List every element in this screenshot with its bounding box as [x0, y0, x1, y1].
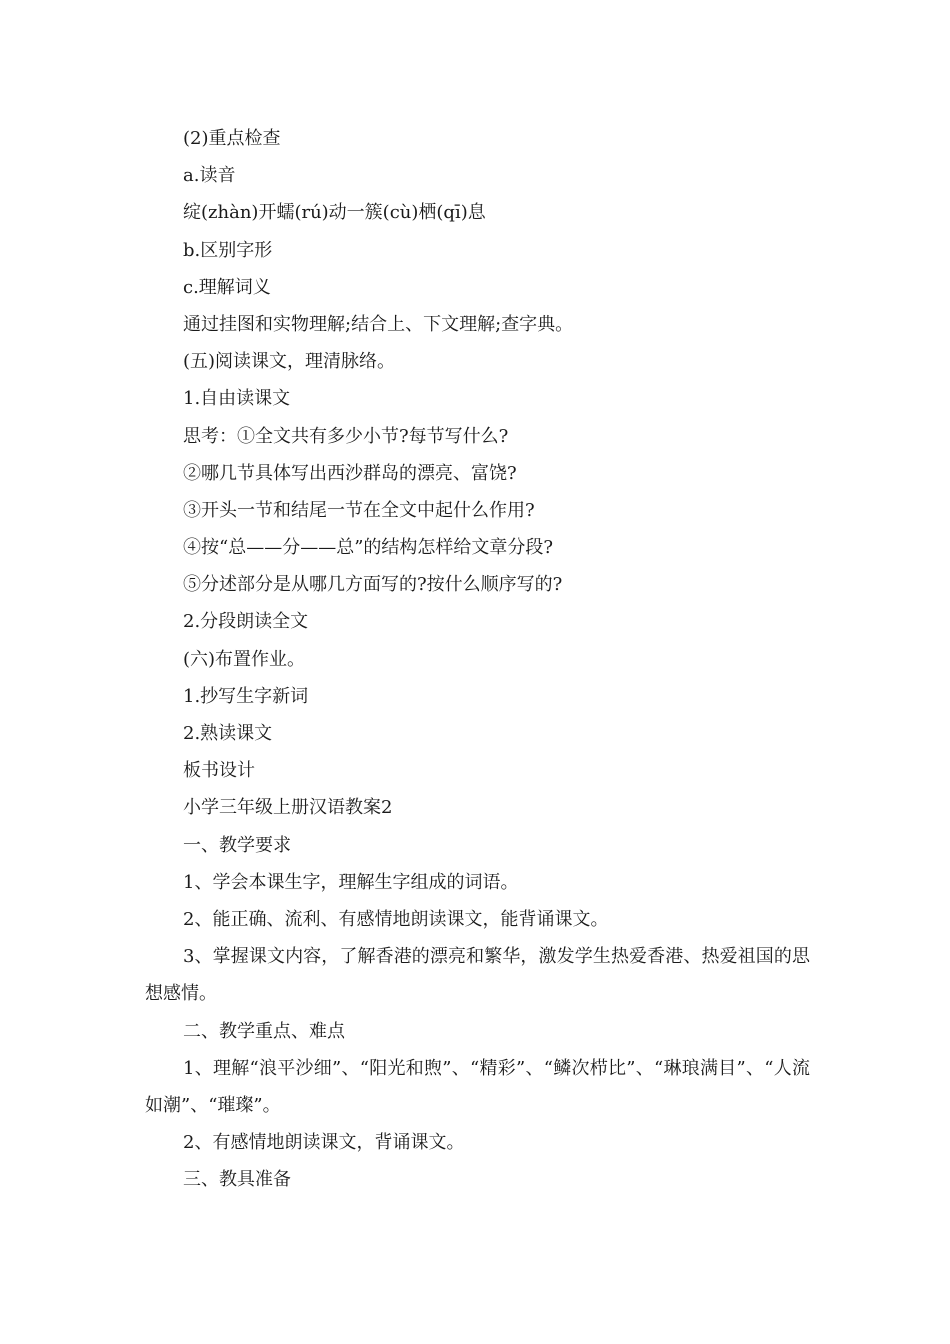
- text-line: b.区别字形: [183, 239, 273, 261]
- text-line: (六)布置作业。: [183, 648, 306, 670]
- text-line: 通过挂图和实物理解;结合上、下文理解;查字典。: [183, 313, 574, 335]
- text-line: 2.分段朗读全文: [183, 611, 309, 633]
- text-line: 2、有感情地朗读课文，背诵课文。: [183, 1132, 465, 1154]
- text-line: ③开头一节和结尾一节在全文中起什么作用?: [183, 499, 535, 521]
- section-title: 小学三年级上册汉语教案2: [183, 797, 393, 819]
- text-line: c.理解词义: [183, 276, 271, 298]
- text-line: 板书设计: [183, 760, 255, 782]
- paragraph: 3、掌握课文内容，了解香港的漂亮和繁华，激发学生热爱香港、热爱祖国的思想感情。: [145, 946, 810, 1005]
- text-line: 绽(zhàn)开蠕(rú)动一簇(cù)栖(qī)息: [183, 202, 486, 224]
- text-line: 2、能正确、流利、有感情地朗读课文，能背诵课文。: [183, 908, 609, 930]
- text-line: 1、学会本课生字，理解生字组成的词语。: [183, 871, 519, 893]
- text-line: ⑤分述部分是从哪几方面写的?按什么顺序写的?: [183, 574, 563, 596]
- text-line: 2.熟读课文: [183, 723, 273, 744]
- text-line: a.读音: [183, 165, 236, 187]
- heading: 一、教学要求: [183, 834, 291, 856]
- text-line: (五)阅读课文，理清脉络。: [183, 351, 396, 373]
- paragraph: 1、理解“浪平沙细”、“阳光和煦”、“精彩”、“鳞次栉比”、“琳琅满目”、“人流如潮”、“璀璨”。: [145, 1057, 810, 1116]
- text-line: 思考：①全文共有多少小节?每节写什么?: [183, 425, 509, 447]
- text-line: 1.抄写生字新词: [183, 685, 309, 707]
- heading: 二、教学重点、难点: [183, 1020, 345, 1042]
- heading: 三、教具准备: [183, 1169, 291, 1191]
- text-line: ②哪几节具体写出西沙群岛的漂亮、富饶?: [183, 462, 517, 484]
- text-line: (2)重点检查: [183, 128, 281, 149]
- text-line: 1.自由读课文: [183, 388, 291, 410]
- document-body: [145, 120, 810, 1199]
- text-line: ④按“总——分——总”的结构怎样给文章分段?: [183, 537, 554, 559]
